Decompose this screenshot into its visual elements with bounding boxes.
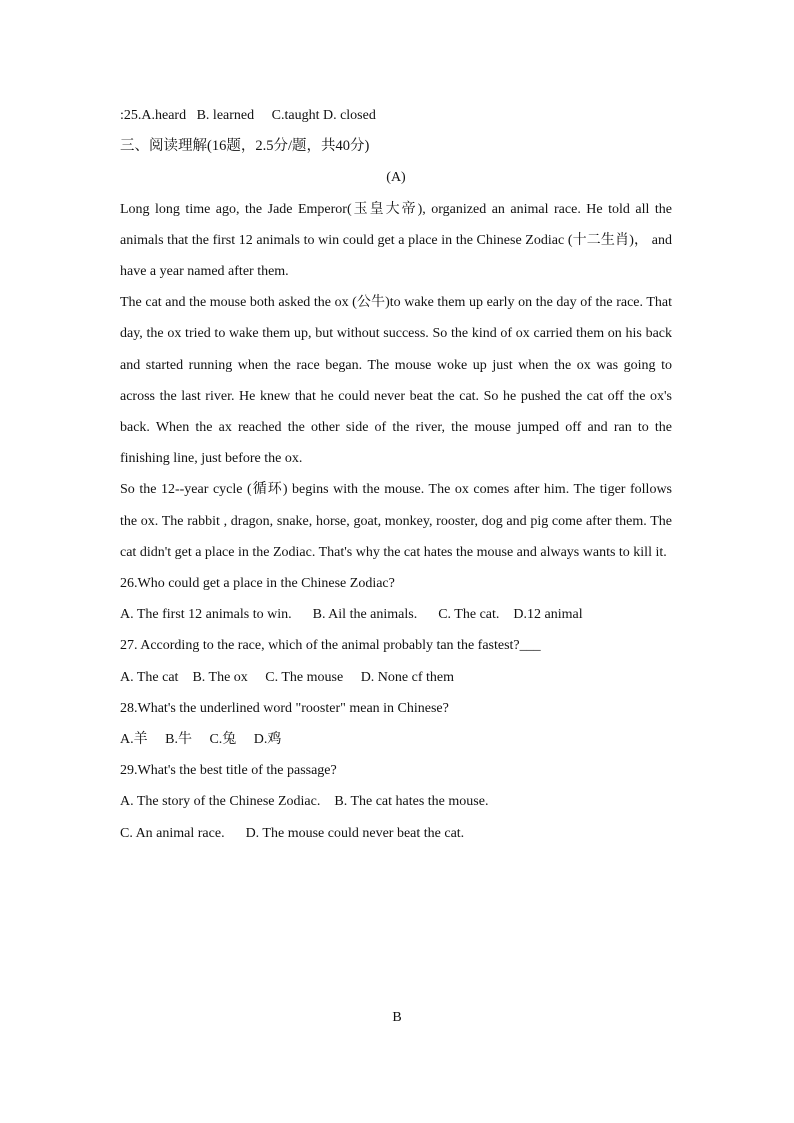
question-25-options: :25.A.heard B. learned C.taught D. closed [120, 108, 376, 123]
page-content [120, 100, 672, 849]
question-27-stem: 27. According to the race, which of the animal probably tan the fastest?___ [120, 638, 541, 654]
section-heading: 三、阅读理解(16题，2.5分/题，共40分) [120, 138, 370, 155]
question-29-options-line-2: C. An animal race. D. The mouse could never beat the cat. [120, 825, 465, 841]
page-footer-letter: B [392, 1010, 402, 1025]
question-29-stem: 29.What's the best title of the passage? [120, 763, 337, 779]
question-26-options: A. The first 12 animals to win. B. Ail the animals. C. The cat. D.12 animal [120, 607, 583, 623]
question-28-options: A.羊 B.牛 C.兔 D.鸡 [120, 731, 282, 747]
question-29-options-line-1: A. The story of the Chinese Zodiac. B. The cat hates the mouse. [120, 794, 489, 810]
question-27-options: A. The cat B. The ox C. The mouse D. None cf them [120, 669, 454, 685]
passage-paragraph-2: The cat and the mouse both asked the ox (公牛)to wake them up early on the day of the race. That day, the ox tried to wake them up, but without success. So the kind of ox carried them on his back and started running when the race began. The mouse woke up just when the ox was going to across the last river. He knew that he could never beat the cat. So he pushed the cat off the ox's back. When the ax reached the other side of the river, the mouse jumped off and ran to the finishing line, just before the ox. [120, 295, 672, 467]
question-26-stem: 26.Who could get a place in the Chinese Zodiac? [120, 576, 395, 591]
passage-label: (A) [386, 170, 406, 186]
question-28-stem: 28.What's the underlined word "rooster" mean in Chinese? [120, 700, 449, 716]
passage-paragraph-1: Long long time ago, the Jade Emperor(玉皇大帝), organized an animal race. He told all the animals that the first 12 animals to win could get a place in the Chinese Zodiac (十二生肖)， and have a year named after them. [120, 201, 672, 279]
passage-paragraph-3: So the 12--year cycle (循环) begins with the mouse. The ox comes after him. The tiger follows the ox. The rabbit , dragon, snake, horse, goat, monkey, rooster, dog and pig come after them. The cat didn't get a place in the Zodiac. That's why the cat hates the mouse and always wants to kill it. [120, 482, 672, 560]
